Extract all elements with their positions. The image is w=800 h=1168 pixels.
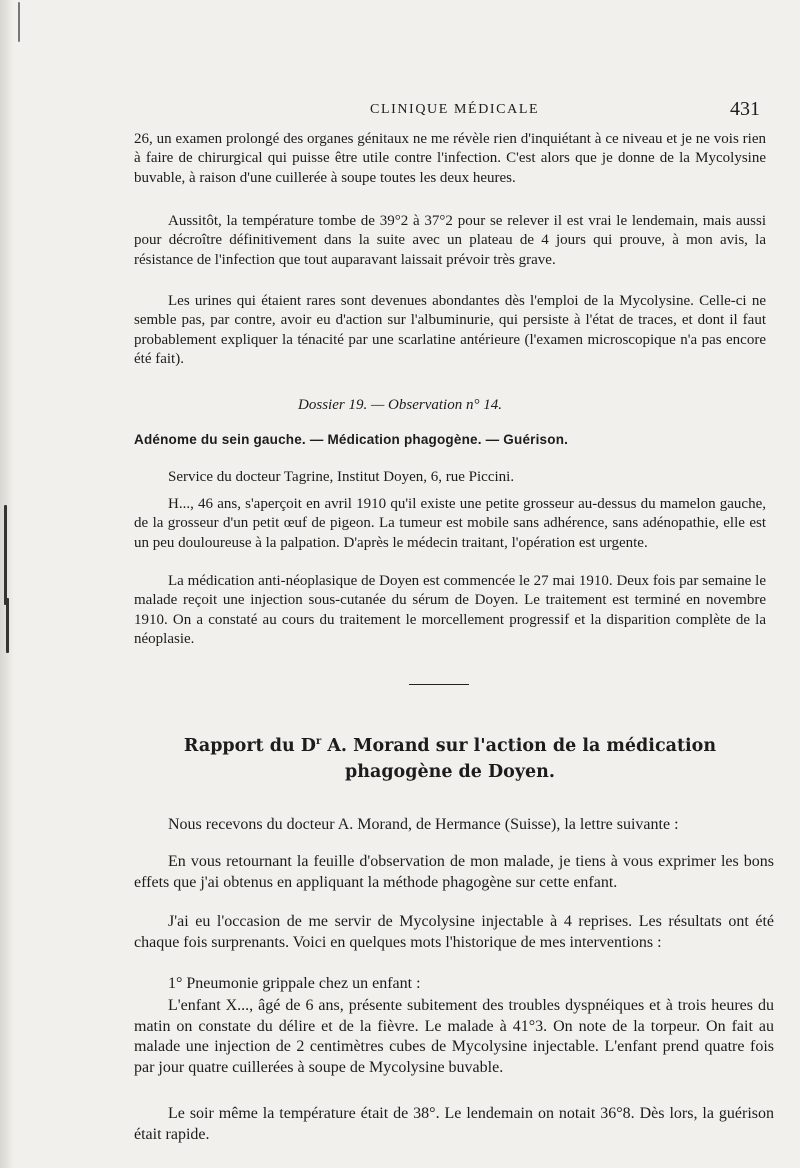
paragraph: En vous retournant la feuille d'observation de mon malade, je tiens à vous exprimer les bons effets que j'ai obtenus en appliquant la méthode phagogène sur cette enfant. [134,853,774,891]
service-line: Service du docteur Tagrine, Institut Doyen, 6, rue Piccini. [168,469,515,485]
running-head: CLINIQUE MÉDICALE [370,102,540,117]
paragraph: H..., 46 ans, s'aperçoit en avril 1910 qu'il existe une petite grosseur au-dessus du mamelon gauche, de la grosseur d'un petit œuf de pigeon. La tumeur est mobile sans adhérence, sans adénopathie, elle est un peu douloureuse à la palpation. D'après le médecin traitant, l'opération est urgente. [134,496,766,551]
margin-mark [6,598,9,653]
paragraph: 26, un examen prolongé des organes génitaux ne me révèle rien d'inquiétant à ce niveau et je ne vois rien à faire de chirurgical qui puisse être utile contre l'infection. C'est alors que je donne de la Mycolysine buvable, à raison d'une cuillerée à soupe toutes les deux heures. [134,131,766,186]
dossier-heading: Dossier 19. — Observation n° 14. [298,397,502,413]
paragraph: L'enfant X..., âgé de 6 ans, présente subitement des troubles dyspnéiques et à trois heures du matin on constate du délire et de la fièvre. Le malade à 41°3. On note de la torpeur. On fait au malade une injection de 2 centimètres cubes de Mycolysine injectable. L'enfant prend quatre fois par jour quatre cuillerées à soupe de Mycolysine buvable. [134,997,774,1076]
page-number: 431 [730,98,760,120]
paragraph: Les urines qui étaient rares sont devenues abondantes dès l'emploi de la Mycolysine. Celle-ci ne semble pas, par contre, avoir eu d'action sur l'albuminurie, qui persiste à l'état de traces, et dont il faut probablement expliquer la ténacité par une scarlatine antérieure (l'examen microscopique n'a pas encore été fait). [134,293,766,368]
paragraph: Aussitôt, la température tombe de 39°2 à 37°2 pour se relever il est vrai le lendemain, mais aussi pour décroître définitivement dans la suite avec un plateau de 4 jours qui prouve, à mon avis, la résistance de l'infection que tout auparavant laissait prévoir très grave. [134,213,766,268]
case-title: Adénome du sein gauche. — Médication phagogène. — Guérison. [134,432,569,447]
binding-edge [0,0,14,1168]
report-title: Rapport du $D^r$ A. Morand sur l'action de la médication phagogène de Doyen. [183,736,717,782]
margin-mark [18,2,20,42]
paragraph: J'ai eu l'occasion de me servir de Mycolysine injectable à 4 reprises. Les résultats ont été chaque fois surprenants. Voici en quelques mots l'historique de mes interventions : [134,913,774,951]
paragraph: La médication anti-néoplasique de Doyen est commencée le 27 mai 1910. Deux fois par semaine le malade reçoit une injection sous-cutanée du sérum de Doyen. Le traitement est terminé en novembre 1910. On a constaté au cours du traitement le morcellement progressif et la disparition complète de la néoplasie. [134,573,766,648]
list-item: 1° Pneumonie grippale chez un enfant : [168,975,421,992]
margin-mark [4,505,7,605]
report-intro: Nous recevons du docteur A. Morand, de Hermance (Suisse), la lettre suivante : [168,816,679,833]
section-divider [409,684,469,685]
paragraph: Le soir même la température était de 38°. Le lendemain on notait 36°8. Dès lors, la guérison était rapide. [134,1105,774,1143]
